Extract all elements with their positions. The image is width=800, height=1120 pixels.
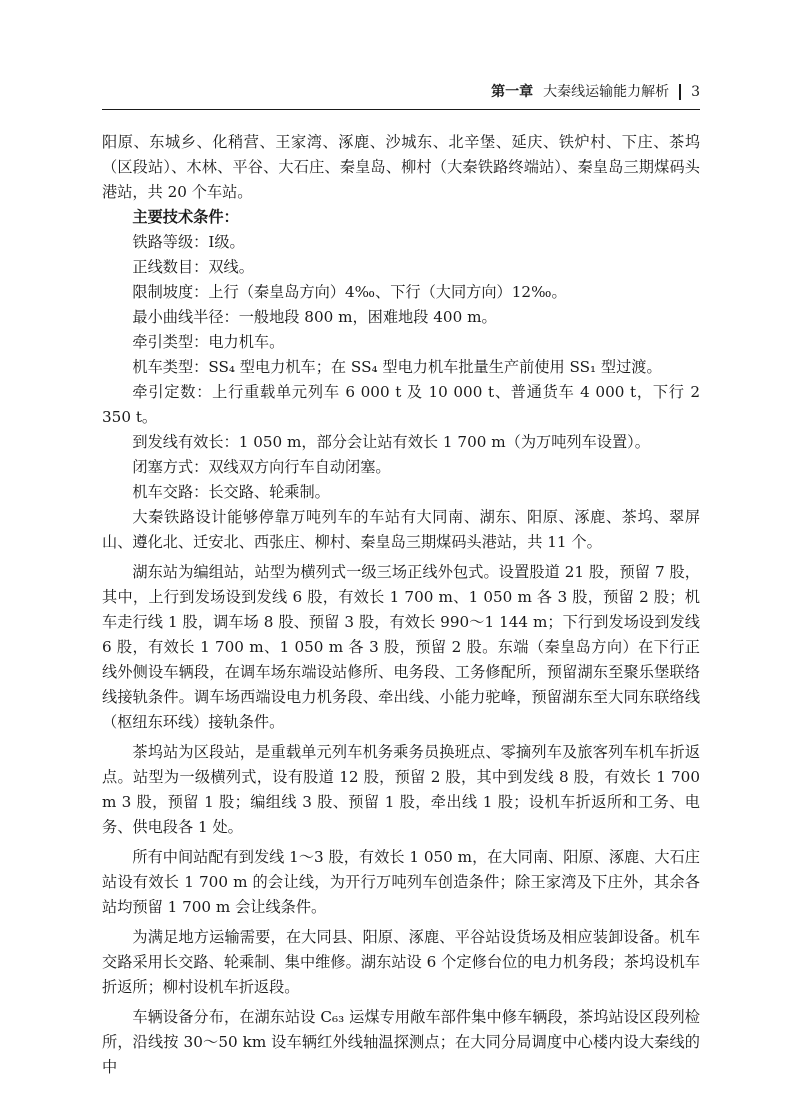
page-number: 3 (691, 84, 700, 100)
paragraph: 湖东站为编组站，站型为横列式一级三场正线外包式。设置股道 21 股，预留 7 股，其中，上行到发场设到发线 6 股，有效长 1 700 m、1 050 m 各 3 股，预留 2 股；机车走行线 1 股，调车场 8 股、预留 3 股，有效长 990～1 144 m；下行到发场设到发线 6 股，有效长 1 700 m、1 050 m 各 3 股，预留 2 股。东端（秦皇岛方向）在下行正线外侧设车辆段，在调车场东端设站修所、电务段、工务修配所，预留湖东至聚乐堡联络线接轨条件。调车场西端设电力机务段、牵出线、小能力驼峰，预留湖东至大同东联络线（枢纽东环线）接轨条件。 (102, 563, 700, 731)
paragraph: 牵引定数：上行重载单元列车 6 000 t 及 10 000 t、普通货车 4 000 t，下行 2 350 t。 (102, 383, 700, 426)
paragraph: 车辆设备分布，在湖东站设 C₆₃ 运煤专用敞车部件集中修车辆段，茶坞站设区段列检所，沿线按 30～50 km 设车辆红外线轴温探测点；在大同分局调度中心楼内设大秦线的中 (102, 1008, 700, 1076)
paragraph: 最小曲线半径：一般地段 800 m，困难地段 400 m。 (132, 308, 497, 326)
paragraph: 正线数目：双线。 (132, 258, 254, 276)
paragraph: 牵引类型：电力机车。 (132, 333, 285, 351)
paragraph: 阳原、东城乡、化稍营、王家湾、涿鹿、沙城东、北辛堡、延庆、铁炉村、下庄、茶坞（区段站）、木林、平谷、大石庄、秦皇岛、柳村（大秦铁路终端站）、秦皇岛三期煤码头港站，共 20 个车站。 (102, 133, 700, 201)
paragraph: 铁路等级：Ⅰ级。 (132, 233, 245, 251)
paragraph: 机车类型：SS₄ 型电力机车；在 SS₄ 型电力机车批量生产前使用 SS₁ 型过渡。 (132, 358, 662, 376)
paragraph: 机车交路：长交路、轮乘制。 (132, 483, 330, 501)
header-separator (679, 84, 681, 100)
section-heading: 主要技术条件： (132, 208, 239, 226)
paragraph: 大秦铁路设计能够停靠万吨列车的车站有大同南、湖东、阳原、涿鹿、茶坞、翠屏山、遵化北、迁安北、西张庄、柳村、秦皇岛三期煤码头港站，共 11 个。 (102, 508, 700, 551)
paragraph: 茶坞站为区段站，是重载单元列车机务乘务员换班点、零摘列车及旅客列车机车折返点。站型为一级横列式，设有股道 12 股，预留 2 股，其中到发线 8 股，有效长 1 700 m 3 股，预留 1 股；编组线 3 股、预留 1 股，牵出线 1 股；设机车折返所和工务、电务、供电段各 1 处。 (102, 743, 700, 836)
paragraph: 到发线有效长：1 050 m，部分会让站有效长 1 700 m（为万吨列车设置）。 (132, 433, 650, 451)
chapter-title: 大秦线运输能力解析 (543, 84, 670, 100)
paragraph: 所有中间站配有到发线 1～3 股，有效长 1 050 m，在大同南、阳原、涿鹿、大石庄站设有效长 1 700 m 的会让线，为开行万吨列车创造条件；除王家湾及下庄外，其余各站均预留 1 700 m 会让线条件。 (102, 848, 700, 916)
header-rule (102, 109, 700, 110)
paragraph: 限制坡度：上行（秦皇岛方向）4‰、下行（大同方向）12‰。 (132, 283, 567, 301)
body-text (102, 130, 700, 1080)
paragraph: 为满足地方运输需要，在大同县、阳原、涿鹿、平谷站设货场及相应装卸设备。机车交路采用长交路、轮乘制、集中维修。湖东站设 6 个定修台位的电力机务段；茶坞设机车折返所；柳村设机车折返段。 (102, 928, 700, 996)
paragraph: 闭塞方式：双线双方向行车自动闭塞。 (132, 458, 391, 476)
running-header (491, 82, 700, 102)
chapter-label: 第一章 (491, 84, 534, 100)
